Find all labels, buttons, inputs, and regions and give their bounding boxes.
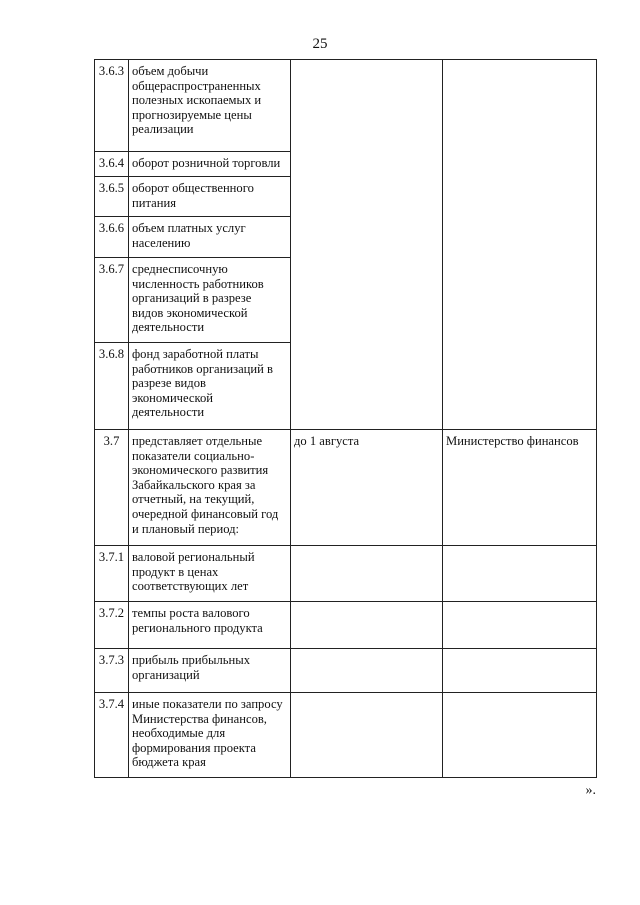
item-description: иные показатели по запросу Министерства финансов, необходимые для формирования проекта бюджета края [129,693,291,778]
closing-quote-mark: ». [585,783,596,798]
item-description: представляет отдельные показатели социально- экономического развития Забайкальского края за отчетный, на текущий, очередной финансовый год и плановый период: [129,430,291,546]
responsible-cell: Министерство финансов [443,430,597,546]
table-row [95,546,597,602]
item-number: 3.6.3 [95,60,129,152]
term-cell-empty [291,693,443,778]
responsible-cell-empty [443,602,597,649]
term-cell-empty [291,602,443,649]
item-number: 3.7.3 [95,649,129,693]
responsible-cell-empty [443,546,597,602]
table-row [95,693,597,778]
item-description: валовой региональный продукт в ценах соответствующих лет [129,546,291,602]
item-number: 3.7 [95,430,129,546]
item-description: темпы роста валового регионального продукта [129,602,291,649]
item-description: оборот общественного питания [129,177,291,217]
page-number: 25 [312,36,328,52]
term-cell-empty [291,546,443,602]
item-number: 3.7.1 [95,546,129,602]
term-cell-empty [291,649,443,693]
item-number: 3.6.6 [95,217,129,258]
measures-table [94,59,597,778]
responsible-cell-empty [443,60,597,430]
term-cell: до 1 августа [291,430,443,546]
item-description: прибыль прибыльных организаций [129,649,291,693]
responsible-cell-empty [443,649,597,693]
table-row [95,60,597,152]
responsible-cell-empty [443,693,597,778]
item-number: 3.6.5 [95,177,129,217]
item-description: фонд заработной платы работников организаций в разрезе видов экономической деятельности [129,343,291,430]
item-number: 3.6.8 [95,343,129,430]
item-description: среднесписочную численность работников организаций в разрезе видов экономической деятельности [129,258,291,343]
item-number: 3.6.7 [95,258,129,343]
item-number: 3.6.4 [95,152,129,177]
item-number: 3.7.2 [95,602,129,649]
item-description: объем добычи общераспространенных полезных ископаемых и прогнозируемые цены реализации [129,60,291,152]
item-number: 3.7.4 [95,693,129,778]
table-row [95,430,597,546]
item-description: объем платных услуг населению [129,217,291,258]
term-cell-empty [291,60,443,430]
table-row [95,649,597,693]
table-row [95,602,597,649]
item-description: оборот розничной торговли [129,152,291,177]
